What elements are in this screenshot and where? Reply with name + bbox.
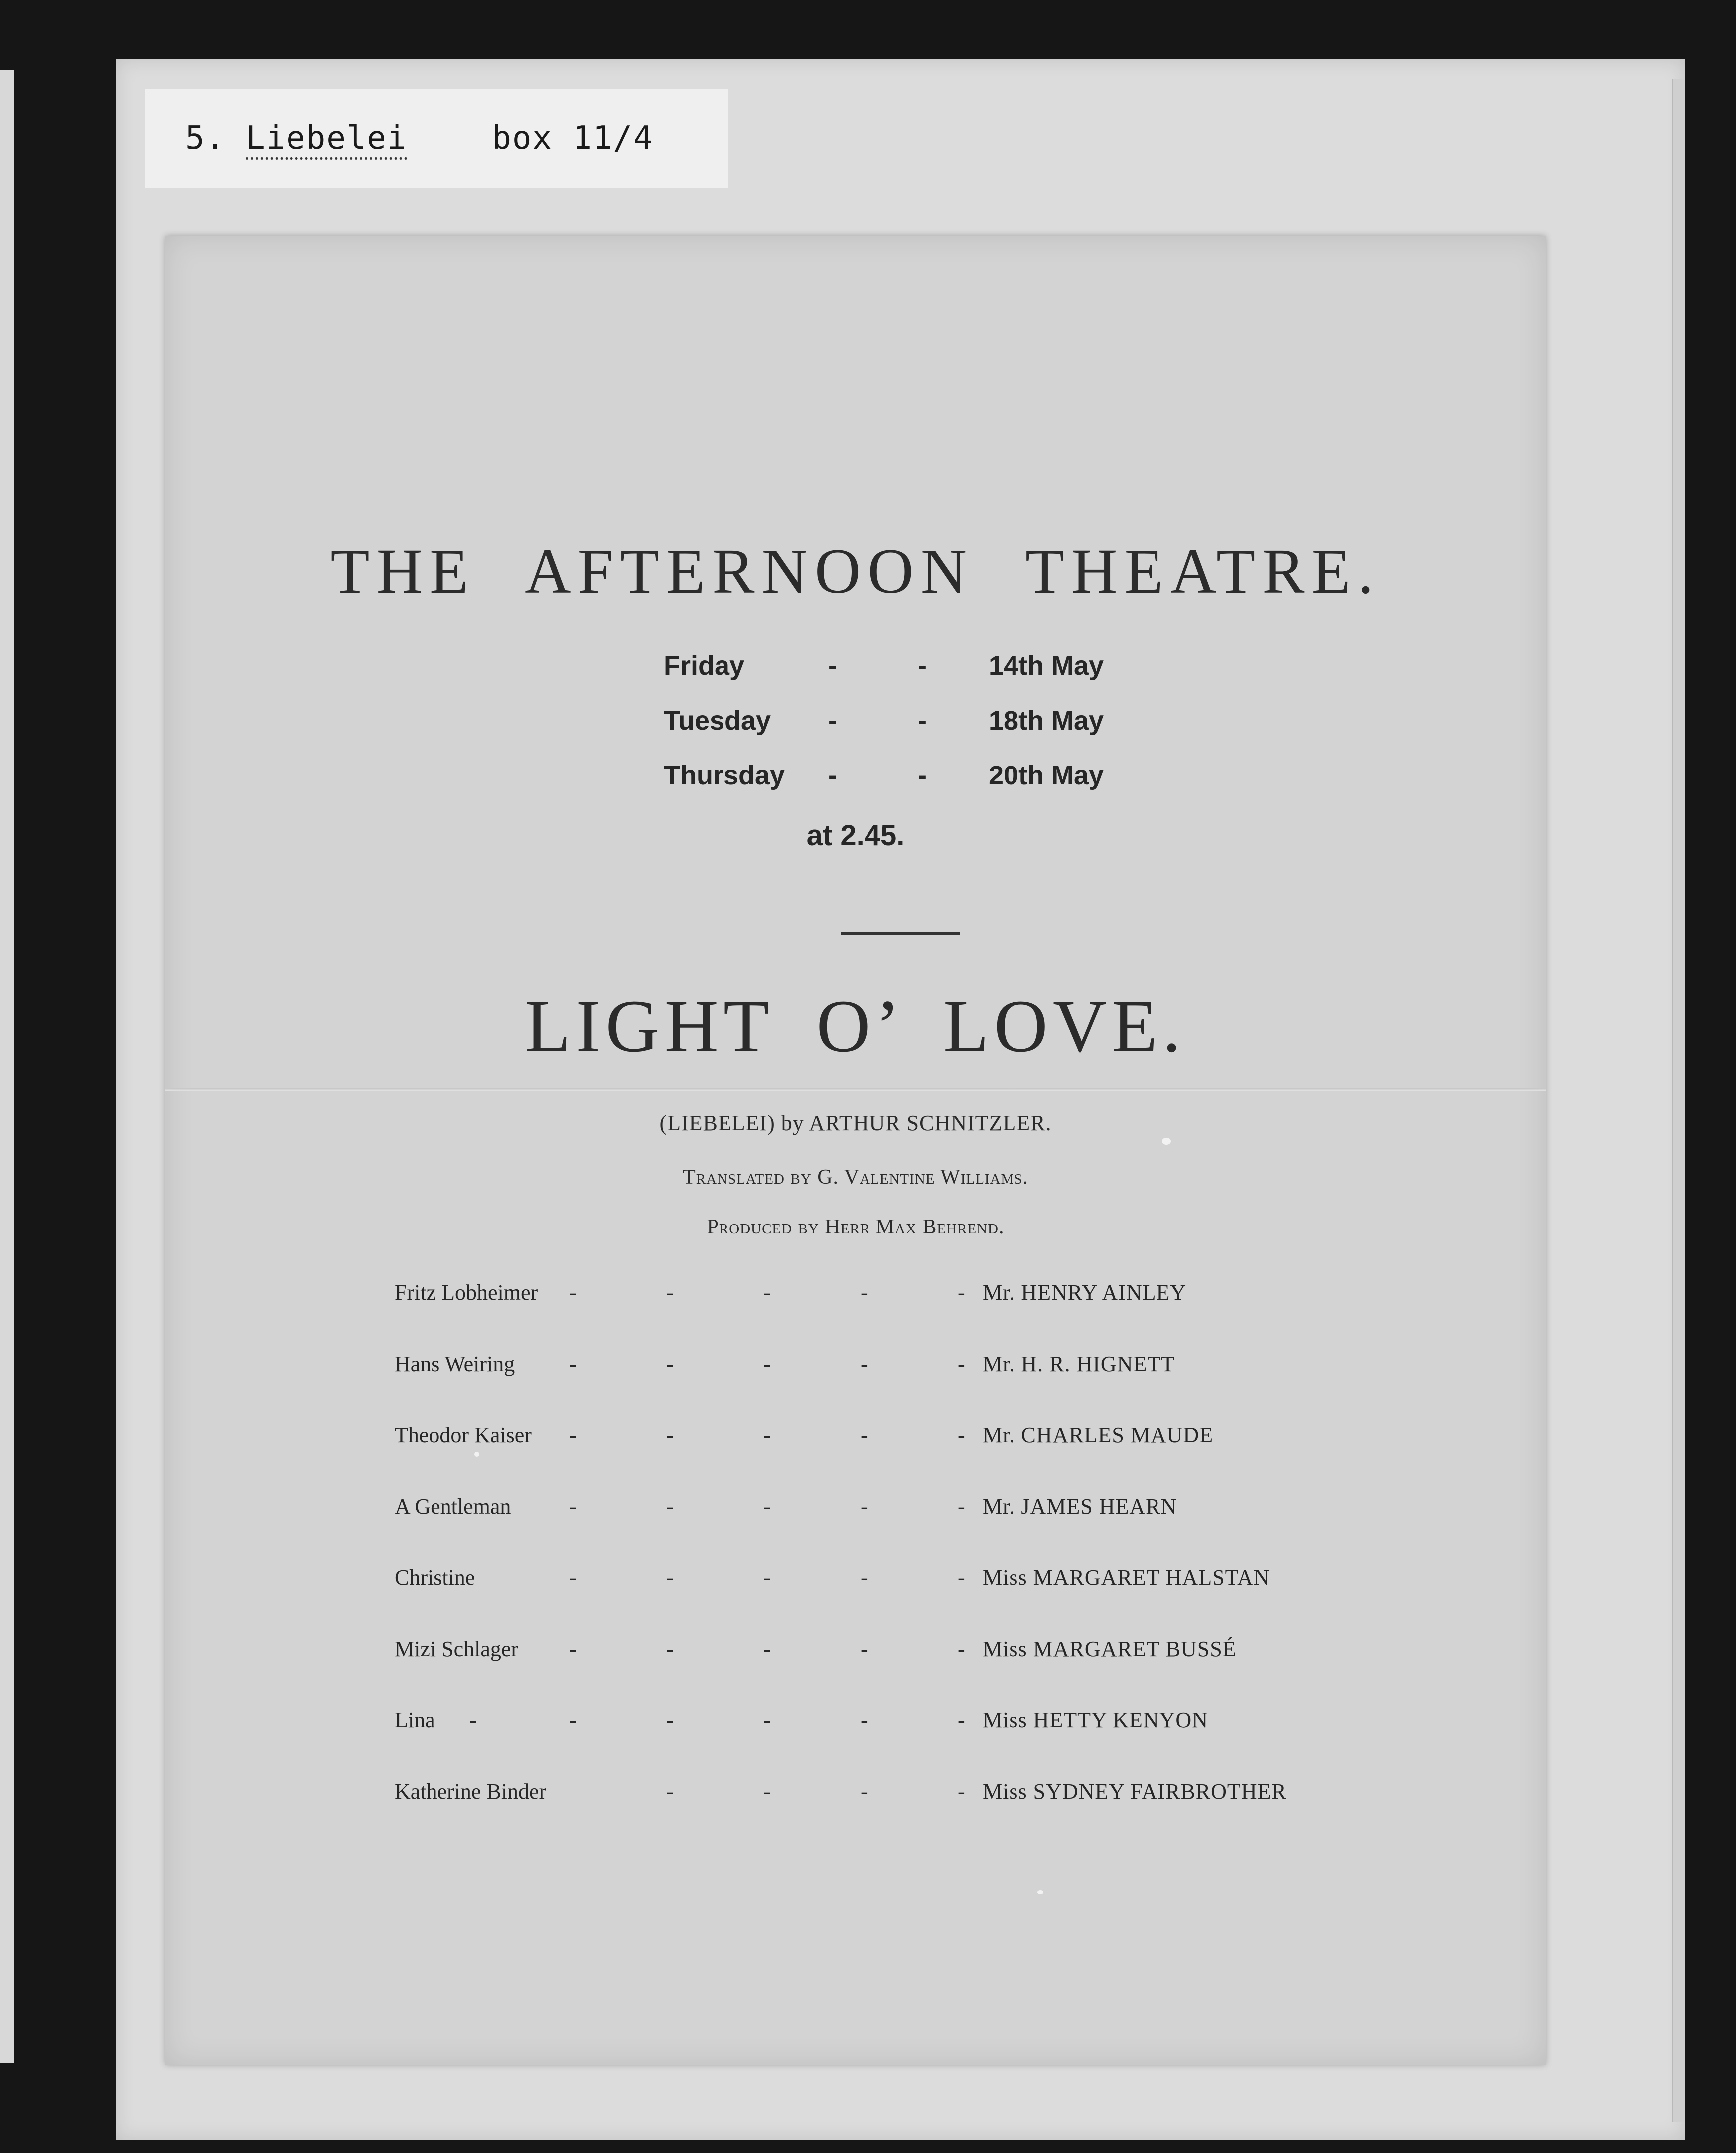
dash: - xyxy=(918,651,927,681)
cast-row xyxy=(395,1779,1491,1850)
dash: - xyxy=(666,1779,674,1804)
archive-mount-sheet xyxy=(116,59,1685,2140)
dash: - xyxy=(469,1708,477,1732)
performance-row xyxy=(664,650,1262,705)
dash: - xyxy=(666,1565,674,1590)
play-title: LIGHT O’ LOVE. xyxy=(525,985,1186,1068)
dash: - xyxy=(666,1708,674,1732)
translator-credit: Translated by G. Valentine Williams. xyxy=(683,1166,1028,1189)
performance-row xyxy=(664,760,1262,815)
cast-role: Theodor Kaiser xyxy=(395,1423,532,1447)
archive-label-text xyxy=(185,120,654,156)
performance-day: Friday xyxy=(664,651,745,681)
theatre-title: THE AFTERNOON THEATRE. xyxy=(330,536,1381,607)
archive-label xyxy=(145,89,728,188)
performance-day: Tuesday xyxy=(664,706,771,736)
cast-actor: Mr. HENRY AINLEY xyxy=(983,1280,1187,1305)
label-number: 5. xyxy=(185,120,226,156)
cast-row xyxy=(395,1707,1491,1779)
dash: - xyxy=(828,706,837,736)
cast-row xyxy=(395,1636,1491,1707)
dash: - xyxy=(958,1494,965,1519)
dash: - xyxy=(763,1637,771,1661)
label-box: box 11/4 xyxy=(492,120,654,156)
performance-time: at 2.45. xyxy=(806,819,905,852)
dash: - xyxy=(666,1352,674,1376)
dash: - xyxy=(569,1352,577,1376)
cast-row xyxy=(395,1351,1491,1422)
dash: - xyxy=(763,1708,771,1732)
dash: - xyxy=(861,1779,868,1804)
dash: - xyxy=(569,1423,577,1447)
performance-dates xyxy=(664,650,1262,815)
cast-role: Katherine Binder xyxy=(395,1779,547,1804)
cast-row xyxy=(395,1422,1491,1494)
cast-actor: Miss SYDNEY FAIRBROTHER xyxy=(983,1779,1287,1804)
dash: - xyxy=(763,1494,771,1519)
performance-row xyxy=(664,705,1262,760)
cast-actor: Miss HETTY KENYON xyxy=(983,1708,1208,1732)
performance-date: 18th May xyxy=(989,706,1104,736)
performance-date: 14th May xyxy=(989,651,1104,681)
cast-role: Mizi Schlager xyxy=(395,1637,519,1661)
dash: - xyxy=(958,1779,965,1804)
dash: - xyxy=(918,706,927,736)
label-title: Liebelei xyxy=(246,120,407,160)
dash: - xyxy=(958,1565,965,1590)
cast-role: Fritz Lobheimer xyxy=(395,1280,538,1305)
producer-credit: Produced by Herr Max Behrend. xyxy=(707,1216,1005,1238)
dash: - xyxy=(861,1708,868,1732)
dash: - xyxy=(666,1423,674,1447)
paper-speck xyxy=(474,1452,479,1457)
cast-role: Lina xyxy=(395,1708,435,1732)
dash: - xyxy=(958,1352,965,1376)
cast-list xyxy=(395,1280,1491,1850)
dash: - xyxy=(763,1423,771,1447)
dash: - xyxy=(861,1565,868,1590)
cast-role: A Gentleman xyxy=(395,1494,511,1519)
performance-day: Thursday xyxy=(664,761,785,790)
cast-actor: Mr. JAMES HEARN xyxy=(983,1494,1177,1519)
dash: - xyxy=(666,1494,674,1519)
cast-role: Christine xyxy=(395,1565,475,1590)
cast-row xyxy=(395,1280,1491,1351)
mount-right-edge xyxy=(1672,79,1685,2122)
programme-sheet xyxy=(165,236,1546,2065)
dash: - xyxy=(763,1280,771,1305)
dash: - xyxy=(569,1494,577,1519)
cast-actor: Mr. CHARLES MAUDE xyxy=(983,1423,1214,1447)
dash: - xyxy=(569,1708,577,1732)
dash: - xyxy=(918,761,927,790)
dash: - xyxy=(861,1637,868,1661)
cast-row xyxy=(395,1494,1491,1565)
dash: - xyxy=(861,1494,868,1519)
dash: - xyxy=(763,1779,771,1804)
dash: - xyxy=(569,1637,577,1661)
dash: - xyxy=(958,1637,965,1661)
paper-speck xyxy=(1037,1890,1043,1894)
cast-actor: Mr. H. R. HIGNETT xyxy=(983,1352,1175,1376)
dash: - xyxy=(828,651,837,681)
paper-fold-line xyxy=(165,1088,1546,1091)
dash: - xyxy=(666,1637,674,1661)
dash: - xyxy=(569,1565,577,1590)
paper-speck xyxy=(1162,1138,1171,1145)
performance-date: 20th May xyxy=(989,761,1104,790)
dash: - xyxy=(828,761,837,790)
author-credit: (LIEBELEI) by ARTHUR SCHNITZLER. xyxy=(659,1111,1052,1135)
cast-role: Hans Weiring xyxy=(395,1352,515,1376)
dash: - xyxy=(569,1280,577,1305)
cast-actor: Miss MARGARET HALSTAN xyxy=(983,1565,1270,1590)
dash: - xyxy=(763,1352,771,1376)
dash: - xyxy=(958,1280,965,1305)
dash: - xyxy=(666,1280,674,1305)
cast-row xyxy=(395,1565,1491,1636)
dash: - xyxy=(763,1565,771,1590)
dash: - xyxy=(958,1423,965,1447)
dash: - xyxy=(958,1708,965,1732)
dash: - xyxy=(861,1423,868,1447)
divider-rule xyxy=(841,932,960,935)
dash: - xyxy=(861,1352,868,1376)
cast-actor: Miss MARGARET BUSSÉ xyxy=(983,1637,1237,1661)
dash: - xyxy=(861,1280,868,1305)
adjacent-sheet-edge xyxy=(0,70,14,2063)
